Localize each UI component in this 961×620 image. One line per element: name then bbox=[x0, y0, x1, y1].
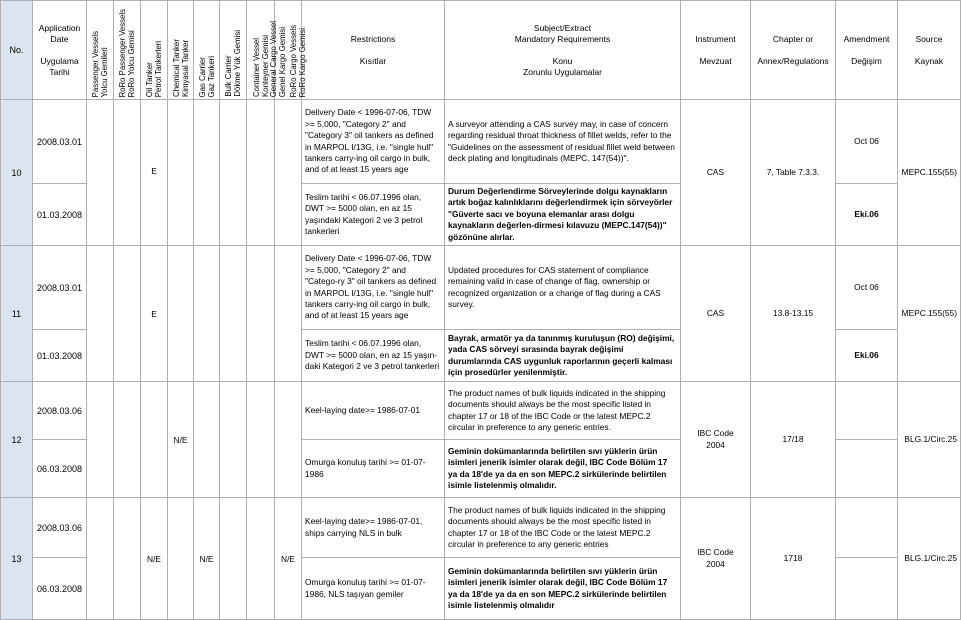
vessel-mark bbox=[168, 246, 194, 382]
amendment-en: Oct 06 bbox=[836, 246, 898, 330]
header-vessel-label: Container Vessel Konteyner Gemisi bbox=[251, 35, 270, 97]
instrument: IBC Code 2004 bbox=[681, 498, 751, 620]
header-restrictions: Restrictions Kısıtlar bbox=[302, 1, 445, 100]
source: BLG.1/Circ.25 bbox=[898, 498, 961, 620]
header-vessel-label: Oil Tanker Petrol Tankerleri bbox=[145, 40, 163, 97]
vessel-mark bbox=[168, 100, 194, 246]
date-tr: 01.03.2008 bbox=[33, 184, 87, 246]
vessel-mark: E bbox=[141, 100, 168, 246]
header-passenger-vessels bbox=[87, 1, 114, 100]
restriction-en: Keel-laying date>= 1986-07-01 bbox=[302, 382, 445, 440]
header-vessel-label: RoRo Passenger Vessels RoRo Yolcu Gemisi bbox=[118, 8, 136, 97]
source: BLG.1/Circ.25 bbox=[898, 382, 961, 498]
vessel-mark bbox=[87, 382, 114, 498]
subject-tr: Bayrak, armatör ya da tanınmış kuruluşun (RO) değişimi, yada CAS sörveyi sırasında bayrak değişimi durumlarında CAS uygunluk raporlarının geçerli kalması için prosedürler yenilenmiştir. bbox=[445, 330, 681, 382]
source: MEPC.155(55) bbox=[898, 246, 961, 382]
amendment-tr: Eki.06 bbox=[836, 330, 898, 382]
vessel-mark bbox=[275, 100, 302, 246]
vessel-mark bbox=[275, 246, 302, 382]
header-vessel-label: Passenger Vessels Yolcu Gemileri bbox=[91, 30, 109, 97]
header-vessel-label: RoRo Cargo Vessels RoRo Kargo Gemisi bbox=[289, 24, 307, 97]
vessel-mark: N/E bbox=[194, 498, 220, 620]
table-row bbox=[1, 246, 961, 330]
vessel-mark bbox=[87, 246, 114, 382]
vessel-mark bbox=[114, 382, 141, 498]
header-chemical-tanker bbox=[168, 1, 194, 100]
header-application-date: Application Date Uygulama Tarihi bbox=[33, 1, 87, 100]
chapter: 17/18 bbox=[751, 382, 836, 498]
header-vessel-label: Gas Carrier Gaz Tankeri bbox=[197, 55, 216, 97]
header-vessel-label: General Cargo Vessel Genel Kargo Gemisi bbox=[269, 20, 287, 97]
subject-en: Updated procedures for CAS statement of compliance remaining valid in case of change of flag, ownership or recognized organization or a change of flag during a CAS survey. bbox=[445, 246, 681, 330]
subject-en: A surveyor attending a CAS survey may, in case of concern regarding residual throat thickness of fillet welds, refer to the "Guidelines on the assessment of residual fillet weld between deck plating and longitudinals (MEPC. 147(54))". bbox=[445, 100, 681, 184]
row-number: 11 bbox=[1, 246, 33, 382]
header-row bbox=[1, 1, 961, 100]
vessel-mark bbox=[141, 382, 168, 498]
vessel-mark bbox=[114, 100, 141, 246]
amendment-en: Oct 06 bbox=[836, 100, 898, 184]
restriction-tr: Omurga konuluş tarihi >= 01-07-1986 bbox=[302, 440, 445, 498]
vessel-mark bbox=[247, 100, 275, 246]
vessel-mark bbox=[87, 100, 114, 246]
vessel-mark bbox=[220, 498, 247, 620]
header-gas-carrier bbox=[194, 1, 220, 100]
restriction-tr: Teslim tarihi < 06.07.1996 olan, DWT >= 5000 olan, en az 15 yaşın-daki Kategori 2 ve 3 petrol tankerleri bbox=[302, 330, 445, 382]
header-vessel-label: Chemical Tanker Kimyasal Tanker bbox=[171, 39, 190, 97]
header-instrument: Instrument Mevzuat bbox=[681, 1, 751, 100]
header-bulk-carrier bbox=[220, 1, 247, 100]
vessel-mark: N/E bbox=[168, 382, 194, 498]
date-tr: 01.03.2008 bbox=[33, 330, 87, 382]
header-amendment: Amendment Değişim bbox=[836, 1, 898, 100]
source: MEPC.155(55) bbox=[898, 100, 961, 246]
amendment-en bbox=[836, 382, 898, 440]
amendment-tr bbox=[836, 440, 898, 498]
vessel-mark bbox=[87, 498, 114, 620]
vessel-mark bbox=[114, 498, 141, 620]
date-tr: 06.03.2008 bbox=[33, 558, 87, 620]
vessel-mark: N/E bbox=[141, 498, 168, 620]
subject-en: The product names of bulk liquids indicated in the shipping documents should always be the most specific listed in chapter 17 or 18 of the IBC Code or the latest MEPC.2 circular in preference to any generic entries. bbox=[445, 382, 681, 440]
table-row bbox=[1, 498, 961, 558]
chapter: 1718 bbox=[751, 498, 836, 620]
table-row bbox=[1, 382, 961, 440]
subject-en: The product names of bulk liquids indicated in the shipping documents should always be the most specific listed in chapter 17 or 18 of the IBC Code or the latest MEPC.2 circular in preference to any generic entries bbox=[445, 498, 681, 558]
vessel-mark bbox=[194, 246, 220, 382]
vessel-mark bbox=[220, 100, 247, 246]
instrument: CAS bbox=[681, 246, 751, 382]
restriction-en: Delivery Date < 1996-07-06, TDW >= 5,000, "Category 2" and "Category 3" oil tankers as defined in MARPOL I/13G, i.e. "single hull" tankers carry-ing oil cargo in bulk, and of at least 15 years age bbox=[302, 100, 445, 184]
amendment-tr: Eki.06 bbox=[836, 184, 898, 246]
row-number: 10 bbox=[1, 100, 33, 246]
date-en: 2008.03.01 bbox=[33, 246, 87, 330]
vessel-mark bbox=[247, 246, 275, 382]
chapter: 7, Table 7.3.3. bbox=[751, 100, 836, 246]
date-en: 2008.03.06 bbox=[33, 382, 87, 440]
header-general-cargo bbox=[269, 1, 307, 100]
header-source: Source Kaynak bbox=[898, 1, 961, 100]
amendment-en bbox=[836, 498, 898, 558]
header-vessel-label: Bulk Carrier Dökme Yük Gemisi bbox=[224, 30, 242, 97]
chapter: 13.8-13.15 bbox=[751, 246, 836, 382]
vessel-mark bbox=[247, 382, 275, 498]
vessel-mark bbox=[220, 246, 247, 382]
row-number: 12 bbox=[1, 382, 33, 498]
vessel-mark bbox=[194, 100, 220, 246]
subject-tr: Geminin dokümanlarında belirtilen sıvı yüklerin ürün isimleri jenerik isimler olarak değil, IBC Code Bölüm 17 ya da 18'de ya da en son MEPC.2 sirkülerinde belirtilen isimle listelenmiş olmalıdır. bbox=[445, 440, 681, 498]
vessel-mark: N/E bbox=[275, 498, 302, 620]
restriction-tr: Teslim tarihi < 06.07.1996 olan, DWT >= 5000 olan, en az 15 yaşındaki Kategori 2 ve 3 petrol tankerleri bbox=[302, 184, 445, 246]
header-chapter: Chapter or Annex/Regulations bbox=[751, 1, 836, 100]
vessel-mark bbox=[247, 498, 275, 620]
table-row bbox=[1, 100, 961, 184]
amendment-tr bbox=[836, 558, 898, 620]
vessel-mark bbox=[194, 382, 220, 498]
instrument: IBC Code 2004 bbox=[681, 382, 751, 498]
header-roro-passenger bbox=[114, 1, 141, 100]
row-number: 13 bbox=[1, 498, 33, 620]
vessel-mark: E bbox=[141, 246, 168, 382]
vessel-mark bbox=[168, 498, 194, 620]
restriction-en: Keel-laying date>= 1986-07-01, ships carrying NLS in bulk bbox=[302, 498, 445, 558]
instrument: CAS bbox=[681, 100, 751, 246]
vessel-mark bbox=[275, 382, 302, 498]
header-oil-tanker bbox=[141, 1, 168, 100]
vessel-mark bbox=[114, 246, 141, 382]
header-subject: Subject/Extract Mandatory Requirements Konu Zorunlu Uygulamalar bbox=[445, 1, 681, 100]
date-en: 2008.03.06 bbox=[33, 498, 87, 558]
restriction-en: Delivery Date < 1996-07-06, TDW >= 5,000, "Category 2" and "Catego-ry 3" oil tankers as defined in MARPOL I/13G, i.e. "single hull" tankers carry-ing oil cargo in bulk, and of at least 15 years age bbox=[302, 246, 445, 330]
vessel-mark bbox=[220, 382, 247, 498]
restriction-tr: Omurga konuluş tarihi >= 01-07-1986, NLS taşıyan gemiler bbox=[302, 558, 445, 620]
date-tr: 06.03.2008 bbox=[33, 440, 87, 498]
date-en: 2008.03.01 bbox=[33, 100, 87, 184]
subject-tr: Durum Değerlendirme Sörveylerinde dolgu kaynakların artık boğaz kalınlıklarını değerlendirmek için sörveyörler "Güverte sacı ve boyuna elemanlar arası dolgu kaynakların değerlen-dirmesi kılavuzu (MEPC.147(54))" gözönüne alırlar. bbox=[445, 184, 681, 246]
header-no: No. bbox=[1, 1, 33, 100]
subject-tr: Geminin dokümanlarında belirtilen sıvı yüklerin ürün isimleri jenerik isimler olarak değil, IBC Code Bölüm 17 ya da 18'de ya da en son MEPC.2 sirkülerinde belirtilen isimle listelenmiş olmalıdır bbox=[445, 558, 681, 620]
